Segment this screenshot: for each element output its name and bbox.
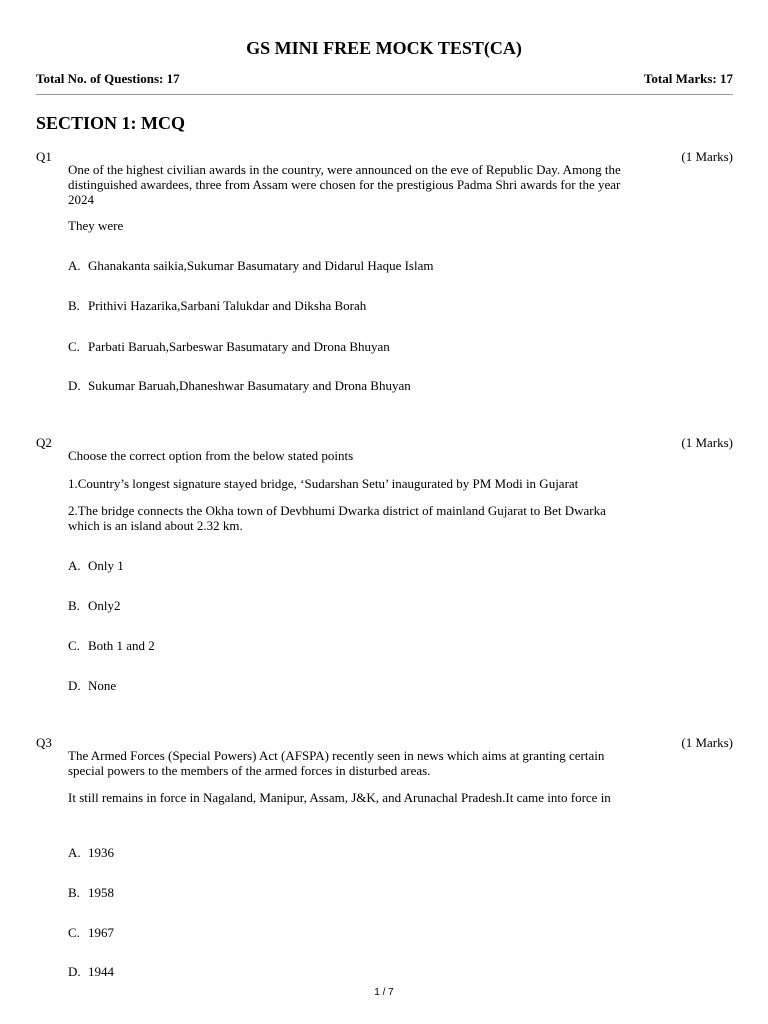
- option-letter: A.: [68, 845, 81, 860]
- question-text: They were: [68, 218, 124, 233]
- question-text: It still remains in force in Nagaland, Manipur, Assam, J&K, and Arunachal Pradesh.It came into force in: [68, 790, 611, 805]
- option-letter: A.: [68, 258, 81, 273]
- option-text: Only 1: [88, 558, 124, 573]
- question-number: Q3: [36, 735, 52, 750]
- option-text: Sukumar Baruah,Dhaneshwar Basumatary and Drona Bhuyan: [88, 378, 411, 393]
- page-title: GS MINI FREE MOCK TEST(CA): [246, 38, 522, 58]
- option-letter: B.: [68, 598, 80, 613]
- question-text: One of the highest civilian awards in the country, were announced on the eve of Republic Day. Among the distinguished awardees, three from Assam were chosen for the prestigious Padma Shri awards for the year 2024: [68, 162, 621, 207]
- total-questions: Total No. of Questions: 17: [36, 71, 180, 86]
- option-letter: B.: [68, 885, 80, 900]
- total-marks: Total Marks: 17: [643, 71, 733, 86]
- option-b: [68, 598, 121, 613]
- header-divider: [36, 94, 733, 95]
- section-title: SECTION 1: MCQ: [36, 113, 186, 133]
- question-marks: (1 Marks): [681, 735, 733, 750]
- option-text: Prithivi Hazarika,Sarbani Talukdar and Diksha Borah: [88, 298, 367, 313]
- option-letter: D.: [68, 678, 81, 693]
- option-letter: D.: [68, 378, 81, 393]
- option-a: [68, 845, 114, 860]
- option-c: [68, 339, 390, 354]
- option-letter: C.: [68, 925, 80, 940]
- question-text: 2.The bridge connects the Okha town of Devbhumi Dwarka district of mainland Gujarat to Bet Dwarka which is an island about 2.32 km.: [68, 503, 606, 533]
- option-d: [68, 678, 116, 693]
- option-text: Ghanakanta saikia,Sukumar Basumatary and Didarul Haque Islam: [88, 258, 434, 273]
- option-b: [68, 885, 114, 900]
- option-a: [68, 558, 124, 573]
- option-d: [68, 964, 114, 979]
- option-text: 1958: [88, 885, 114, 900]
- question-number: Q2: [36, 435, 52, 450]
- option-text: Both 1 and 2: [88, 638, 155, 653]
- option-d: [68, 378, 411, 393]
- question-text: The Armed Forces (Special Powers) Act (AFSPA) recently seen in news which aims at granting certain special powers to the members of the armed forces in disturbed areas.: [68, 748, 605, 778]
- option-letter: B.: [68, 298, 80, 313]
- option-text: None: [88, 678, 117, 693]
- option-text: 1936: [88, 845, 114, 860]
- option-c: [68, 638, 155, 653]
- option-text: 1967: [88, 925, 114, 940]
- option-letter: C.: [68, 638, 80, 653]
- option-text: Only2: [88, 598, 121, 613]
- option-text: 1944: [88, 964, 114, 979]
- option-letter: A.: [68, 558, 81, 573]
- question-text: 1.Country’s longest signature stayed bridge, ‘Sudarshan Setu’ inaugurated by PM Modi in Gujarat: [68, 476, 579, 491]
- option-letter: D.: [68, 964, 81, 979]
- option-b: [68, 298, 366, 313]
- page-indicator: 1 / 7: [374, 987, 394, 998]
- option-a: [68, 258, 433, 273]
- question-text: Choose the correct option from the below stated points: [68, 448, 354, 463]
- option-text: Parbati Baruah,Sarbeswar Basumatary and Drona Bhuyan: [88, 339, 390, 354]
- question-marks: (1 Marks): [681, 435, 733, 450]
- question-number: Q1: [36, 149, 52, 164]
- option-letter: C.: [68, 339, 80, 354]
- option-c: [68, 925, 114, 940]
- question-marks: (1 Marks): [681, 149, 733, 164]
